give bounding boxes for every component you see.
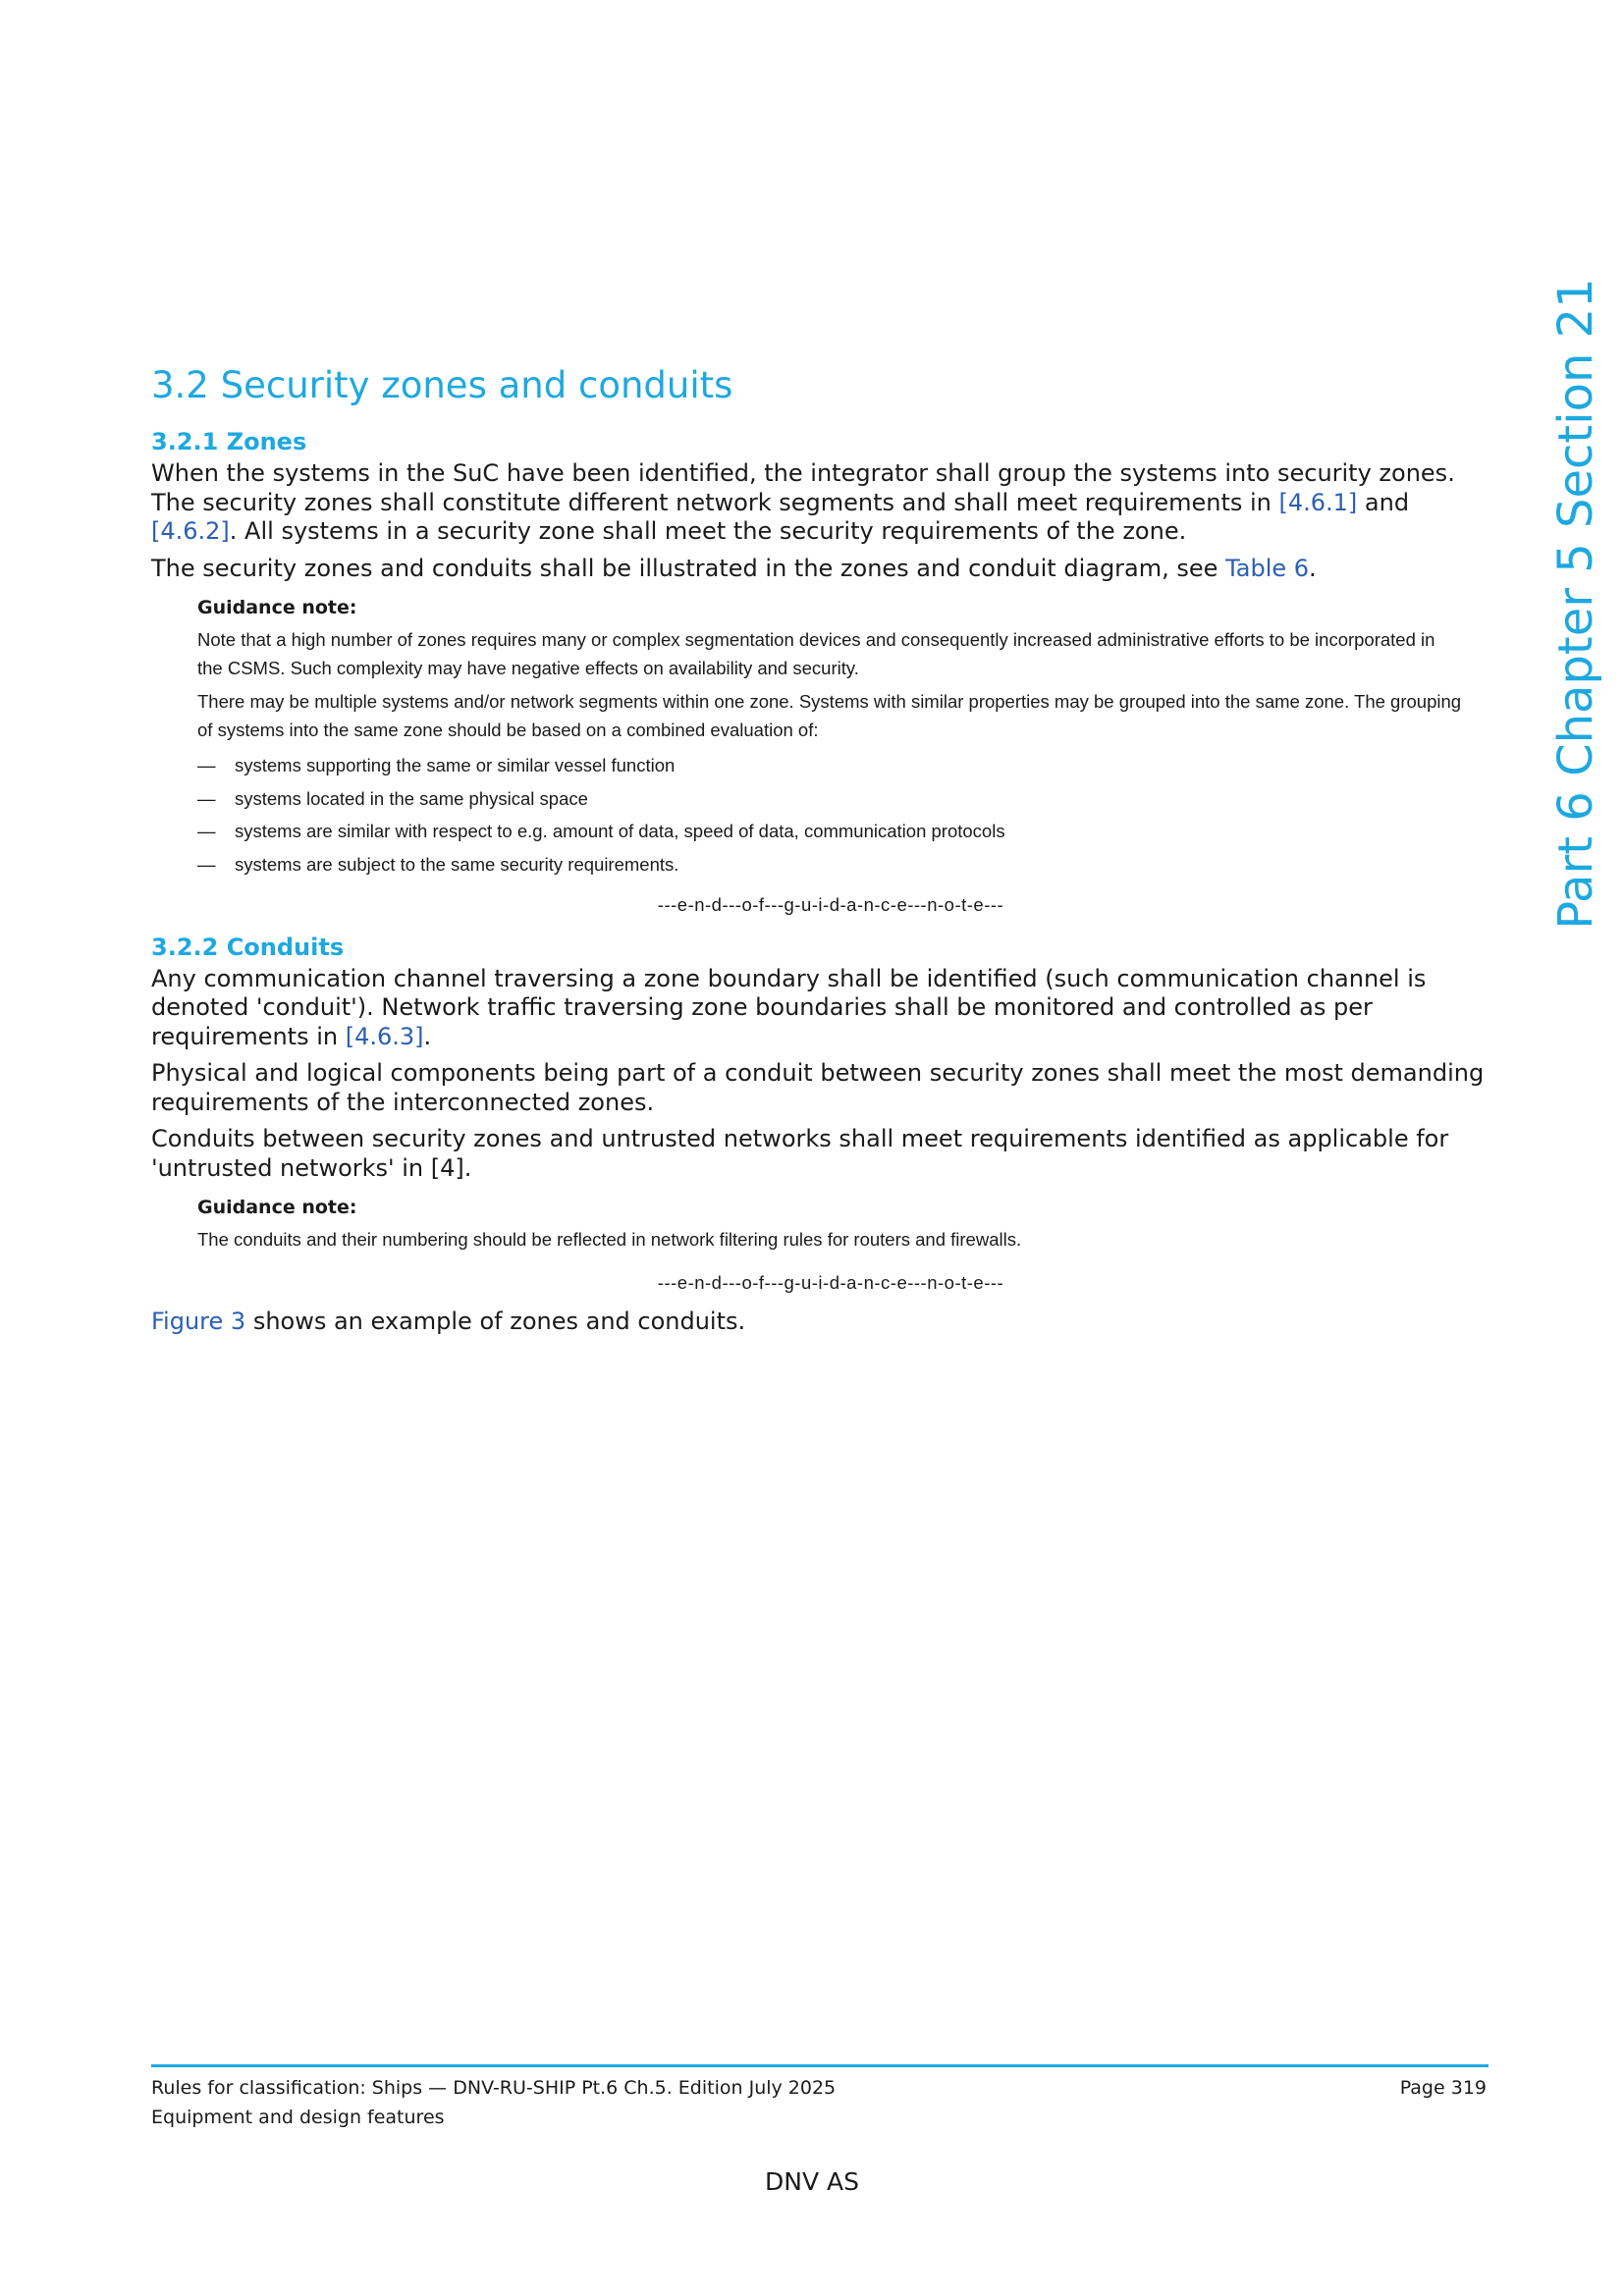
subsection-title-conduits: 3.2.2 Conduits — [151, 933, 345, 961]
list-item: — systems are subject to the same security requirements. — [197, 853, 679, 875]
link-table-6[interactable]: Table 6 — [1225, 554, 1310, 582]
guidance-note-paragraph: The conduits and their numbering should be reflected in network filtering rules for routers and firewalls. — [197, 1229, 1022, 1250]
side-heading: Part 6 Chapter 5 Section 21 — [1548, 278, 1603, 930]
main-content — [151, 361, 1487, 1344]
conduits-paragraph-1: Any communication channel traversing a zone boundary shall be identified (such communication channel is denoted 'conduit'). Network traffic traversing zone boundaries shall be monitored and controlled as per requirements in [4.6.3]. — [151, 964, 1427, 1050]
footer-divider — [151, 2064, 1489, 2067]
link-4-6-3[interactable]: [4.6.3] — [345, 1022, 424, 1050]
footer-left — [151, 2073, 836, 2132]
list-item: — systems supporting the same or similar vessel function — [197, 755, 676, 775]
guidance-note-end: ---e-n-d---o-f---g-u-i-d-a-n-c-e---n-o-t-e--- — [657, 893, 1004, 915]
zones-paragraph-2: The security zones and conduits shall be illustrated in the zones and conduit diagram, see Table 6. — [151, 554, 1317, 582]
footer-document-title: Rules for classification: Ships — DNV-RU-SHIP Pt.6 Ch.5. Edition July 2025 — [151, 2077, 837, 2099]
footer-chapter-title: Equipment and design features — [151, 2107, 445, 2128]
link-figure-3[interactable]: Figure 3 — [151, 1307, 246, 1335]
conduits-paragraph-2: Physical and logical components being part of a conduit between security zones shall meet the most demanding requirements of the interconnected zones. — [151, 1059, 1485, 1116]
guidance-note-title: Guidance note: — [197, 597, 357, 618]
guidance-note-zones — [197, 597, 1464, 916]
guidance-note-end: ---e-n-d---o-f---g-u-i-d-a-n-c-e---n-o-t-e--- — [657, 1271, 1004, 1293]
figure-reference-paragraph: Figure 3 shows an example of zones and conduits. — [151, 1307, 746, 1335]
subsection-title-zones: 3.2.1 Zones — [151, 428, 307, 455]
conduits-paragraph-3: Conduits between security zones and untrusted networks shall meet requirements identified as applicable for 'untrusted networks' in [4]. — [151, 1125, 1449, 1182]
link-4-6-1[interactable]: [4.6.1] — [1278, 488, 1358, 516]
guidance-note-conduits — [197, 1197, 1464, 1294]
zones-paragraph-1: When the systems in the SuC have been identified, the integrator shall group the systems into security zones. The security zones shall constitute different network segments and shall meet requirements in [4.6.1] and [4.6.2]. All systems in a security zone shall meet the security requirements of the zone. — [151, 459, 1455, 545]
list-item: — systems are similar with respect to e.g. amount of data, speed of data, communication protocols — [197, 821, 1005, 841]
list-item: — systems located in the same physical space — [197, 787, 588, 809]
guidance-note-title: Guidance note: — [197, 1197, 357, 1218]
guidance-note-paragraph: There may be multiple systems and/or network segments within one zone. Systems with similar properties may be grouped into the same zone. The grouping of systems into the same zone should be based on a combined evaluation of: — [197, 691, 1462, 740]
section-title: 3.2 Security zones and conduits — [151, 364, 733, 406]
guidance-bullet-list — [197, 754, 1464, 877]
guidance-note-paragraph: Note that a high number of zones requires many or complex segmentation devices and consequently increased administrative efforts to be incorporated in the CSMS. Such complexity may have negative effects on availability and security. — [197, 629, 1435, 678]
page-number: Page 319 — [1399, 2077, 1487, 2099]
link-4-6-2[interactable]: [4.6.2] — [151, 517, 230, 545]
footer-company: DNV AS — [765, 2167, 859, 2196]
